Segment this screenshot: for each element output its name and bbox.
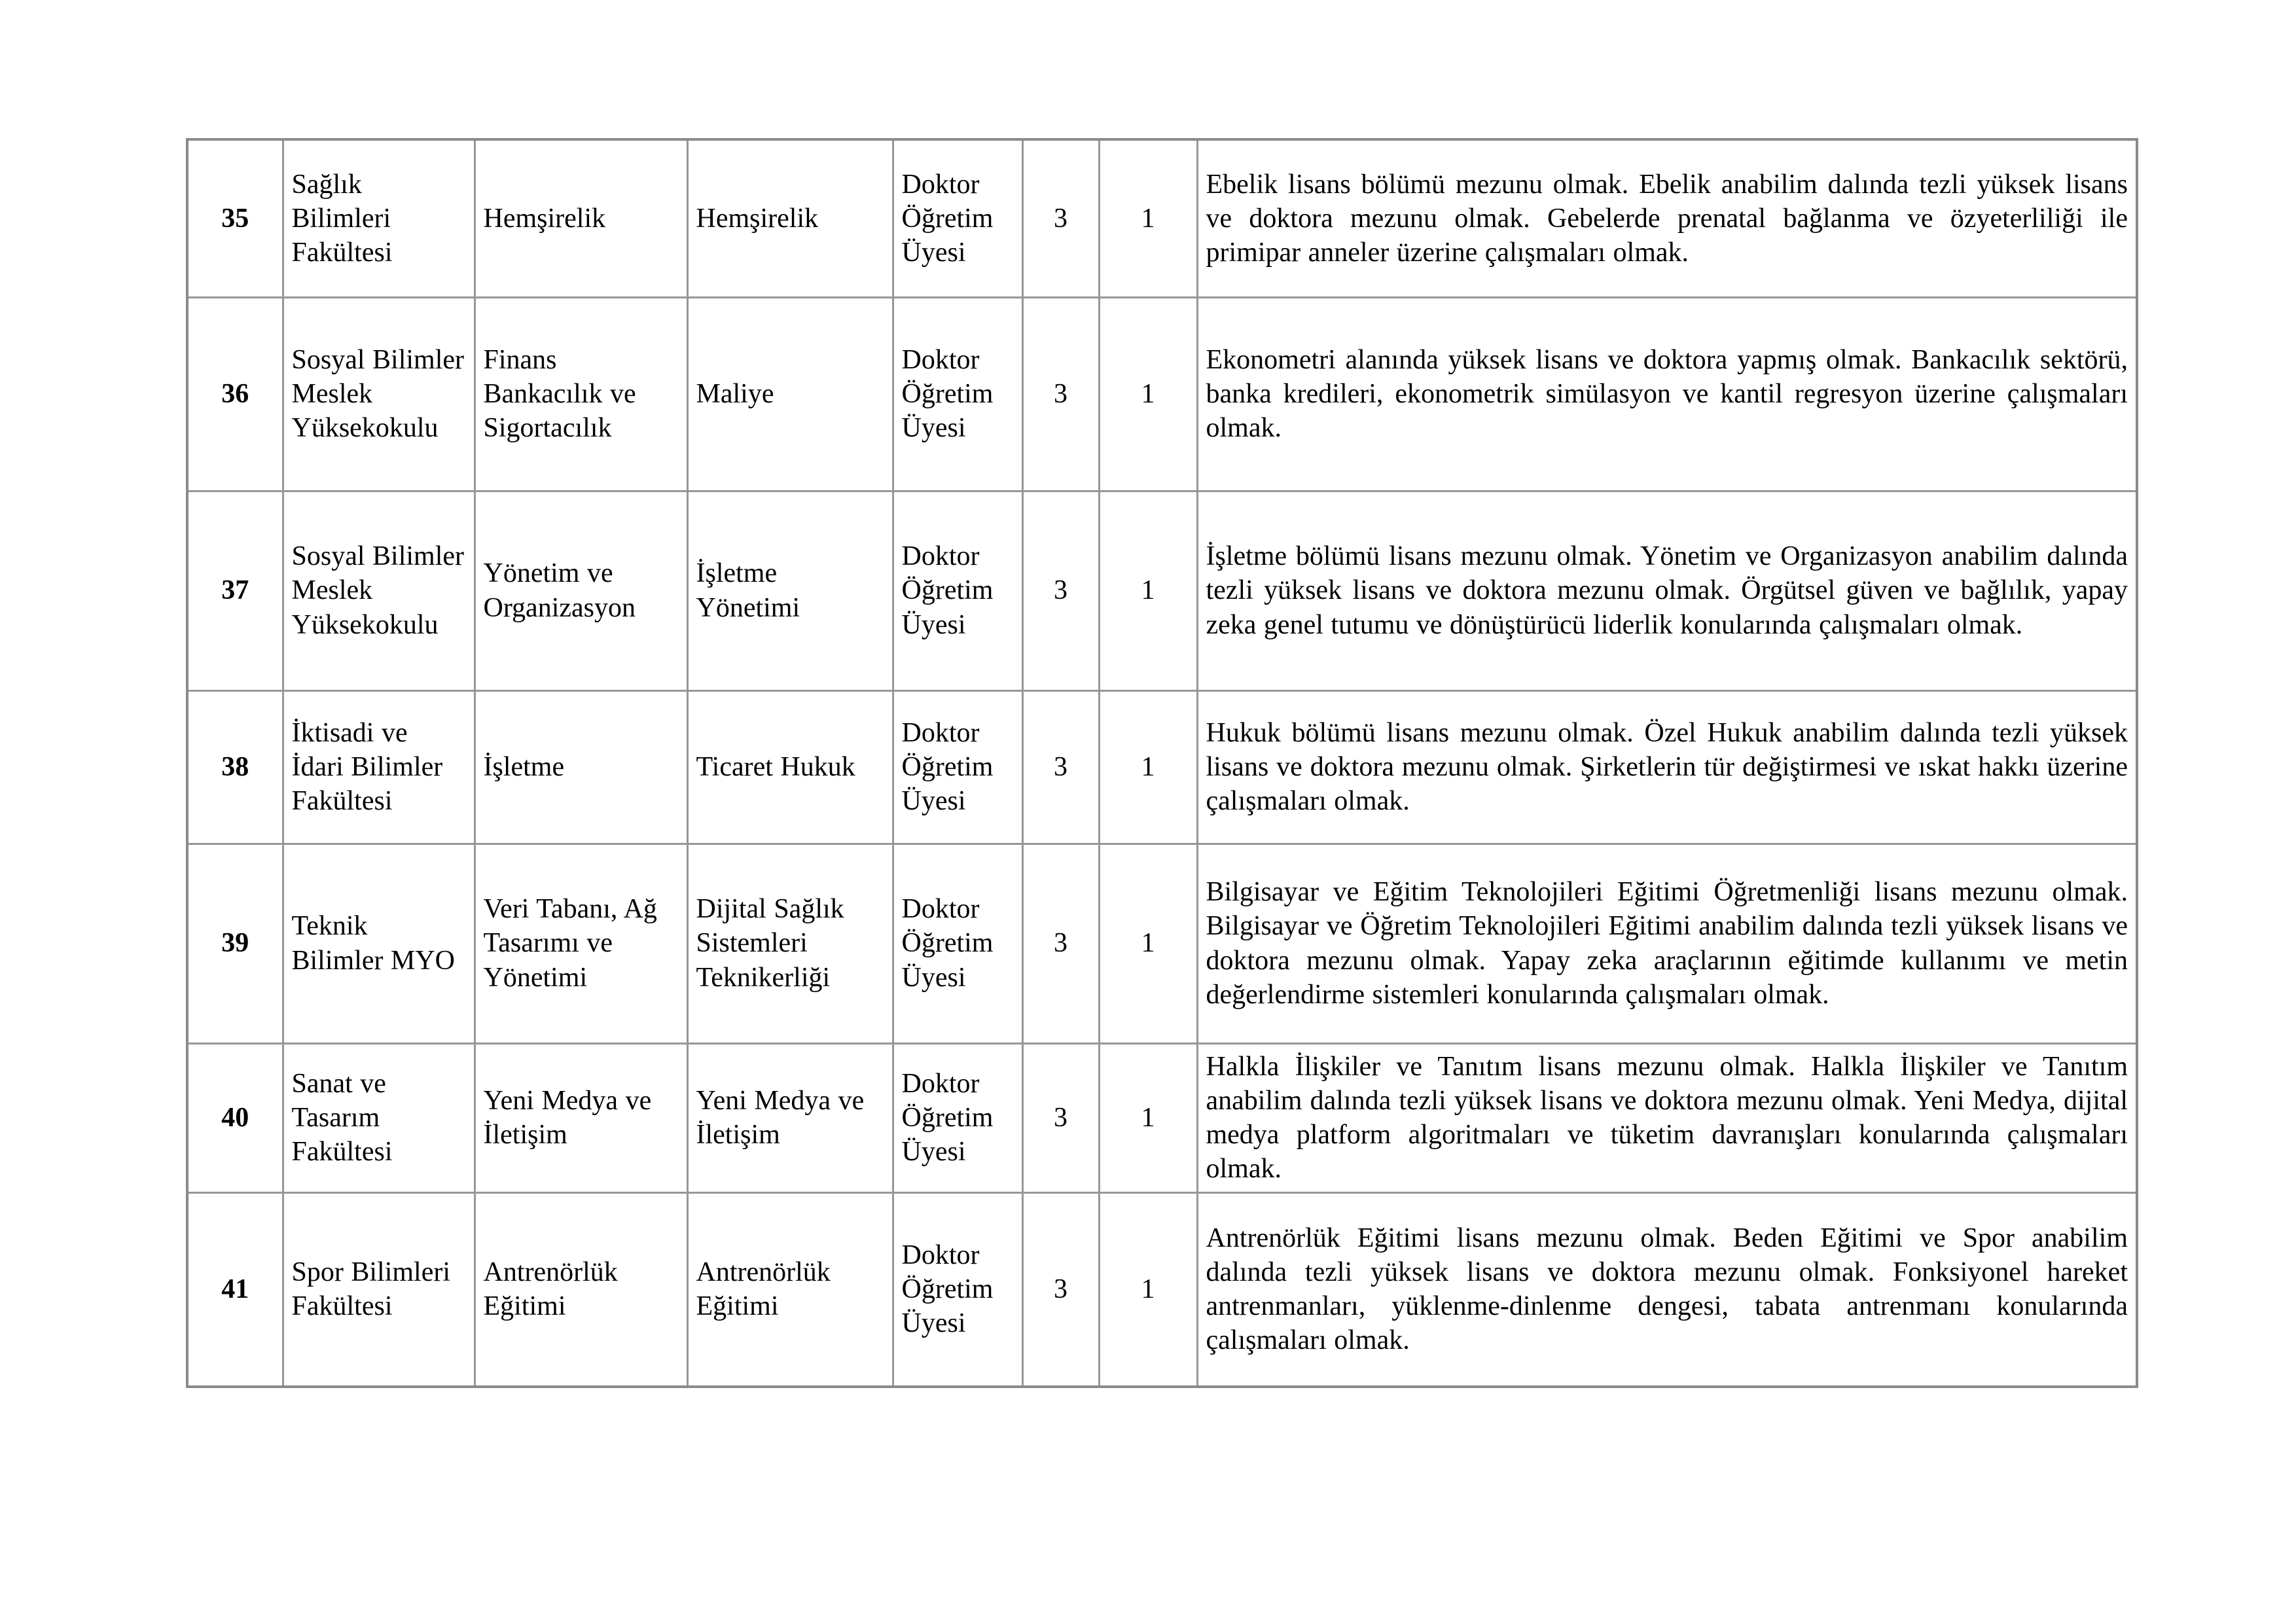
cell-grade: 3 [1022, 690, 1099, 844]
cell-count: 1 [1099, 844, 1197, 1043]
cell-count: 1 [1099, 139, 1197, 297]
cell-title: Doktor Öğretim Üyesi [893, 1192, 1022, 1387]
cell-grade: 3 [1022, 1192, 1099, 1387]
table-row [187, 690, 2137, 844]
cell-department: Finans Bankacılık ve Sigortacılık [475, 297, 687, 491]
cell-grade: 3 [1022, 491, 1099, 690]
cell-department: Yeni Medya ve İletişim [475, 1043, 687, 1192]
cell-faculty: Sosyal Bilimler Meslek Yüksekokulu [283, 491, 475, 690]
positions-table-body [187, 139, 2137, 1387]
cell-field: İşletme Yönetimi [687, 491, 893, 690]
cell-description: Ebelik lisans bölümü mezunu olmak. Ebelik anabilim dalında tezli yüksek lisans ve doktora mezunu olmak. Gebelerde prenatal bağlanma ve özyeterliliği ile primipar anneler üzerine çalışmaları olmak. [1197, 139, 2137, 297]
cell-count: 1 [1099, 297, 1197, 491]
table-row [187, 297, 2137, 491]
cell-title: Doktor Öğretim Üyesi [893, 139, 1022, 297]
cell-department: İşletme [475, 690, 687, 844]
cell-description: Halkla İlişkiler ve Tanıtım lisans mezunu olmak. Halkla İlişkiler ve Tanıtım anabilim dalında tezli yüksek lisans ve doktora mezunu olmak. Yeni Medya, dijital medya platform algoritmaları ve tüketim davranışları konularında çalışmaları olmak. [1197, 1043, 2137, 1192]
cell-faculty: Sanat ve Tasarım Fakültesi [283, 1043, 475, 1192]
cell-title: Doktor Öğretim Üyesi [893, 297, 1022, 491]
table-row [187, 139, 2137, 297]
cell-grade: 3 [1022, 1043, 1099, 1192]
cell-count: 1 [1099, 491, 1197, 690]
cell-row-no: 39 [187, 844, 283, 1043]
cell-count: 1 [1099, 690, 1197, 844]
cell-grade: 3 [1022, 139, 1099, 297]
cell-field: Maliye [687, 297, 893, 491]
cell-faculty: Sosyal Bilimler Meslek Yüksekokulu [283, 297, 475, 491]
table-row [187, 1043, 2137, 1192]
cell-title: Doktor Öğretim Üyesi [893, 844, 1022, 1043]
cell-description: Ekonometri alanında yüksek lisans ve doktora yapmış olmak. Bankacılık sektörü, banka kredileri, ekonometrik simülasyon ve kantil regresyon üzerine çalışmaları olmak. [1197, 297, 2137, 491]
cell-count: 1 [1099, 1043, 1197, 1192]
cell-row-no: 36 [187, 297, 283, 491]
cell-title: Doktor Öğretim Üyesi [893, 690, 1022, 844]
cell-grade: 3 [1022, 297, 1099, 491]
table-row [187, 491, 2137, 690]
cell-title: Doktor Öğretim Üyesi [893, 1043, 1022, 1192]
cell-faculty: Sağlık Bilimleri Fakültesi [283, 139, 475, 297]
cell-description: Bilgisayar ve Eğitim Teknolojileri Eğitimi Öğretmenliği lisans mezunu olmak. Bilgisayar ve Öğretim Teknolojileri Eğitimi anabilim dalında tezli yüksek lisans ve doktora mezunu olmak. Yapay zeka araçlarının eğitimde kullanımı ve metin değerlendirme sistemleri konularında çalışmaları olmak. [1197, 844, 2137, 1043]
cell-faculty: Spor Bilimleri Fakültesi [283, 1192, 475, 1387]
table-row [187, 1192, 2137, 1387]
cell-row-no: 40 [187, 1043, 283, 1192]
cell-row-no: 38 [187, 690, 283, 844]
cell-row-no: 37 [187, 491, 283, 690]
cell-faculty: İktisadi ve İdari Bilimler Fakültesi [283, 690, 475, 844]
positions-table [186, 138, 2138, 1388]
cell-row-no: 41 [187, 1192, 283, 1387]
cell-department: Veri Tabanı, Ağ Tasarımı ve Yönetimi [475, 844, 687, 1043]
cell-title: Doktor Öğretim Üyesi [893, 491, 1022, 690]
cell-field: Yeni Medya ve İletişim [687, 1043, 893, 1192]
cell-field: Hemşirelik [687, 139, 893, 297]
cell-department: Hemşirelik [475, 139, 687, 297]
table-row [187, 844, 2137, 1043]
cell-faculty: Teknik Bilimler MYO [283, 844, 475, 1043]
cell-description: İşletme bölümü lisans mezunu olmak. Yönetim ve Organizasyon anabilim dalında tezli yüksek lisans ve doktora mezunu olmak. Örgütsel güven ve bağlılık, yapay zeka genel tutumu ve dönüştürücü liderlik konularında çalışmaları olmak. [1197, 491, 2137, 690]
cell-grade: 3 [1022, 844, 1099, 1043]
cell-department: Yönetim ve Organizasyon [475, 491, 687, 690]
cell-field: Dijital Sağlık Sistemleri Teknikerliği [687, 844, 893, 1043]
cell-field: Antrenörlük Eğitimi [687, 1192, 893, 1387]
cell-field: Ticaret Hukuk [687, 690, 893, 844]
cell-description: Antrenörlük Eğitimi lisans mezunu olmak. Beden Eğitimi ve Spor anabilim dalında tezli yüksek lisans ve doktora mezunu olmak. Fonksiyonel hareket antrenmanları, yüklenme-dinlenme dengesi, tabata antrenmanı konularında çalışmaları olmak. [1197, 1192, 2137, 1387]
cell-count: 1 [1099, 1192, 1197, 1387]
cell-description: Hukuk bölümü lisans mezunu olmak. Özel Hukuk anabilim dalında tezli yüksek lisans ve doktora mezunu olmak. Şirketlerin tür değiştirmesi ve ıskat hakkı üzerine çalışmaları olmak. [1197, 690, 2137, 844]
cell-row-no: 35 [187, 139, 283, 297]
cell-department: Antrenörlük Eğitimi [475, 1192, 687, 1387]
